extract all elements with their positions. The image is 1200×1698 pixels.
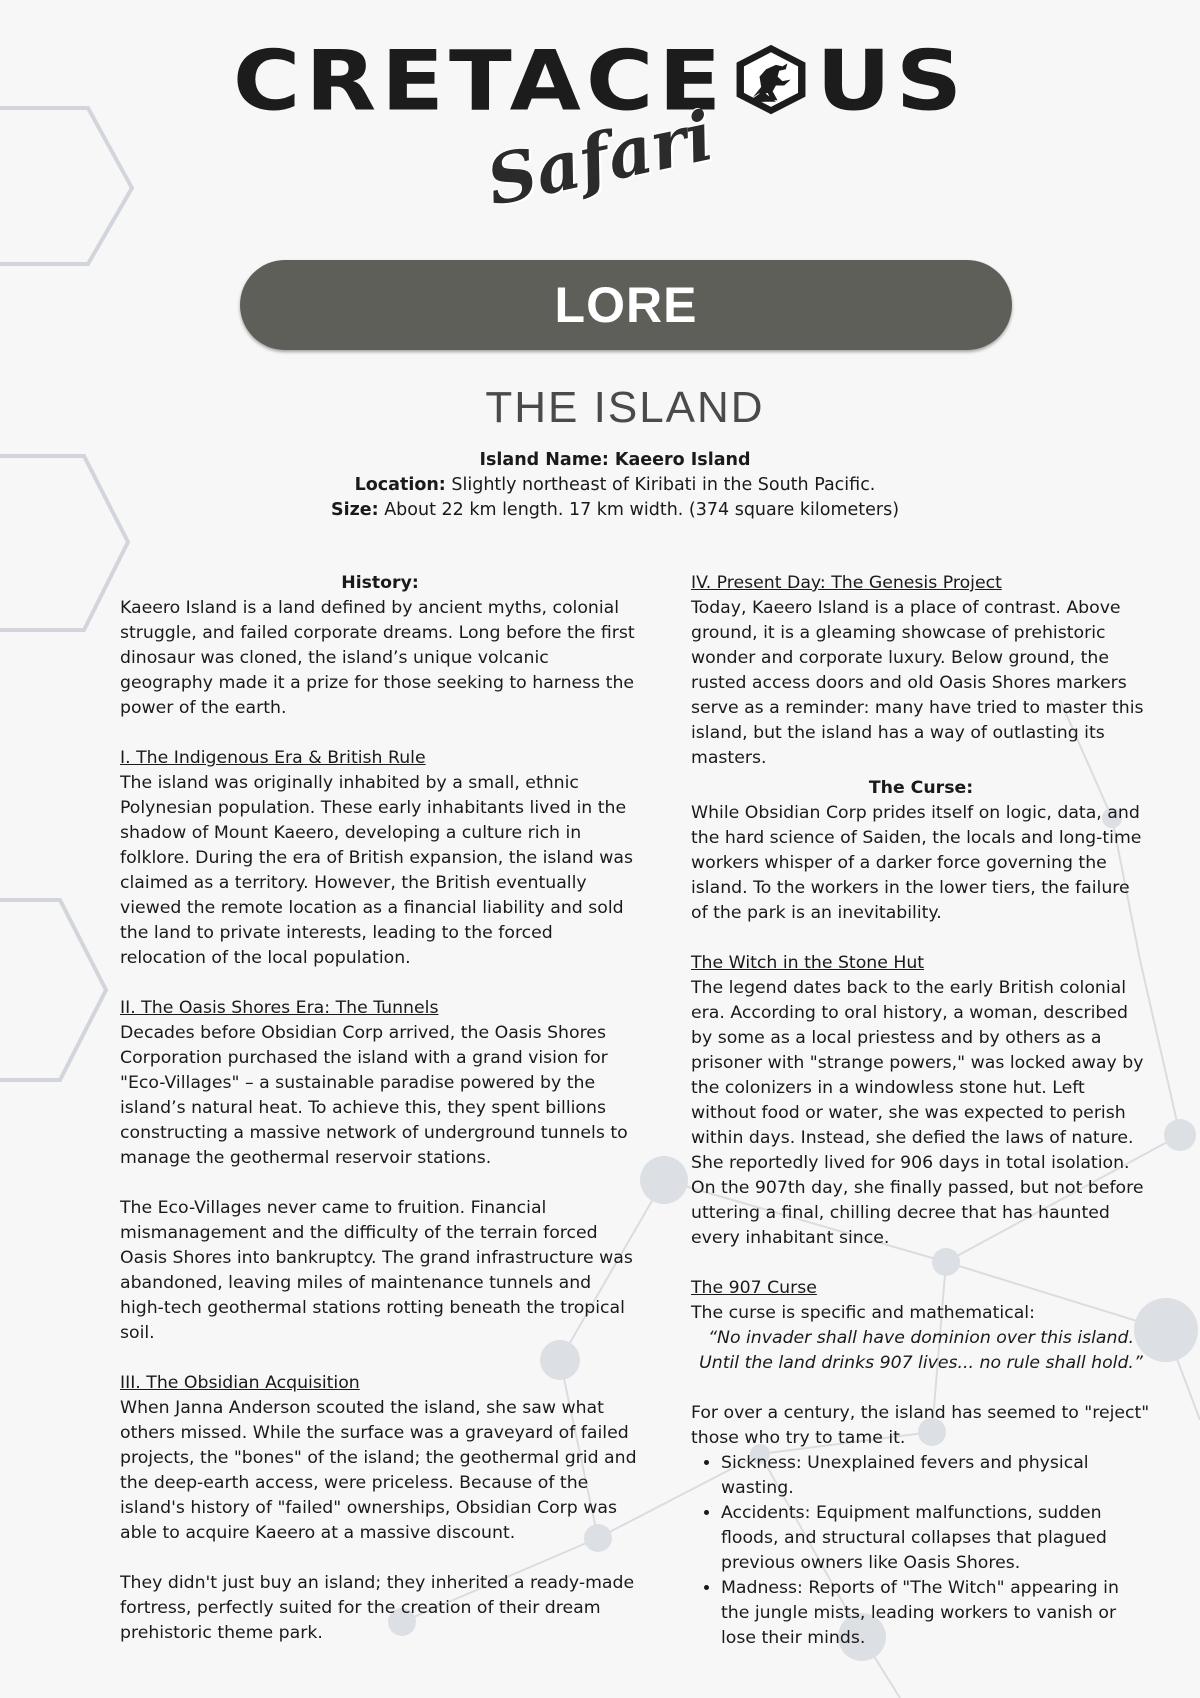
reject-text: For over a century, the island has seemed to "reject" those who try to tame it. xyxy=(691,1403,1150,1448)
island-size: Size: About 22 km length. 17 km width. (374 square kilometers) xyxy=(330,500,900,520)
curse-heading: The Curse: xyxy=(868,778,974,798)
list-item: • Madness: Reports of "The Witch" appearing in the jungle mists, leading workers to vanish or lose their minds. xyxy=(721,1576,1151,1651)
era3-heading: III. The Obsidian Acquisition xyxy=(120,1373,360,1393)
section-title: THE ISLAND xyxy=(485,383,765,432)
era2-text: Decades before Obsidian Corp arrived, the Oasis Shores Corporation purchased the island with a grand vision for "Eco-Villages" – a sustainable paradise powered by the island’s natural heat. To achieve this, they spent billions constructing a massive network of underground tunnels to manage the geothermal reservoir stations. xyxy=(120,1023,628,1168)
lore-banner xyxy=(240,260,1012,350)
witch-text: The legend dates back to the early British colonial era. According to oral history, a woman, described by some as a local priestess and by others as a prisoner with "strange powers," was locked away by the colonizers in a windowless stone hut. Left without food or water, she was expected to perish within days. Instead, she defied the laws of nature. She reportedly lived for 906 days in total isolation. On the 907th day, she finally passed, but not before uttering a final, chilling decree that has haunted every inhabitant since. xyxy=(691,978,1144,1248)
list-item: • Accidents: Equipment malfunctions, sudden floods, and structural collapses that plagued previous owners like Oasis Shores. xyxy=(721,1501,1151,1576)
era3-text: They didn't just buy an island; they inherited a ready-made fortress, perfectly suited for the creation of their dream prehistoric theme park. xyxy=(120,1573,635,1643)
list-item: • Sickness: Unexplained fevers and physical wasting. xyxy=(721,1451,1151,1501)
era1-heading: I. The Indigenous Era & British Rule xyxy=(120,748,426,768)
brand-name-part1: CRETACE xyxy=(232,32,727,130)
era2-heading: II. The Oasis Shores Era: The Tunnels xyxy=(120,998,439,1018)
left-column xyxy=(120,571,640,1646)
curse-quote-line: Until the land drinks 907 lives... no rule shall hold.” xyxy=(699,1353,1143,1373)
banner-label: LORE xyxy=(554,277,698,333)
curse-effects-list xyxy=(691,1451,1151,1651)
era4-text: Today, Kaeero Island is a place of contrast. Above ground, it is a gleaming showcase of prehistoric wonder and corporate luxury. Below ground, the rusted access doors and old Oasis Shores markers serve as a reminder: many have tried to master this island, but the island has a way of outlasting its masters. xyxy=(691,598,1144,768)
curse-907-heading: The 907 Curse xyxy=(691,1278,817,1298)
era4-heading: IV. Present Day: The Genesis Project xyxy=(691,573,1002,593)
brand-name-part2: US xyxy=(816,32,968,130)
history-heading: History: xyxy=(341,573,419,593)
curse-907-intro: The curse is specific and mathematical: xyxy=(691,1303,1035,1323)
history-intro: Kaeero Island is a land defined by ancient myths, colonial struggle, and failed corporate dreams. Long before the first dinosaur was cloned, the island’s unique volcanic geography made it a prize for those seeking to harness the power of the earth. xyxy=(120,598,635,718)
witch-heading: The Witch in the Stone Hut xyxy=(691,953,925,973)
era1-text: The island was originally inhabited by a small, ethnic Polynesian population. These early inhabitants lived in the shadow of Mount Kaeero, developing a culture rich in folklore. During the era of British expansion, the island was claimed as a territory. However, the British eventually viewed the remote location as a financial liability and sold the land to private interests, leading to the forced relocation of the local population. xyxy=(120,773,633,968)
era3-text: When Janna Anderson scouted the island, she saw what others missed. While the surface was a graveyard of failed projects, the "bones" of the island; the geothermal grid and the deep-earth access, were priceless. Because of the island's history of "failed" ownerships, Obsidian Corp was able to acquire Kaeero at a massive discount. xyxy=(120,1398,637,1543)
island-name: Island Name: Kaeero Island xyxy=(479,450,751,470)
island-location: Location: Slightly northeast of Kiribati in the South Pacific. xyxy=(354,475,876,495)
island-info xyxy=(0,448,1200,523)
curse-quote-line: “No invader shall have dominion over this island. xyxy=(708,1328,1134,1348)
era2-text: The Eco-Villages never came to fruition. Financial mismanagement and the difficulty of the terrain forced Oasis Shores into bankruptcy. The grand infrastructure was abandoned, leaving miles of maintenance tunnels and high-tech geothermal stations rotting beneath the tropical soil. xyxy=(120,1198,633,1343)
right-column xyxy=(691,571,1151,1651)
curse-text: While Obsidian Corp prides itself on logic, data, and the hard science of Saiden, the locals and long-time workers whisper of a darker force governing the island. To the workers in the lower tiers, the failure of the park is an inevitability. xyxy=(691,803,1142,923)
brand-script: Safari xyxy=(480,96,720,222)
